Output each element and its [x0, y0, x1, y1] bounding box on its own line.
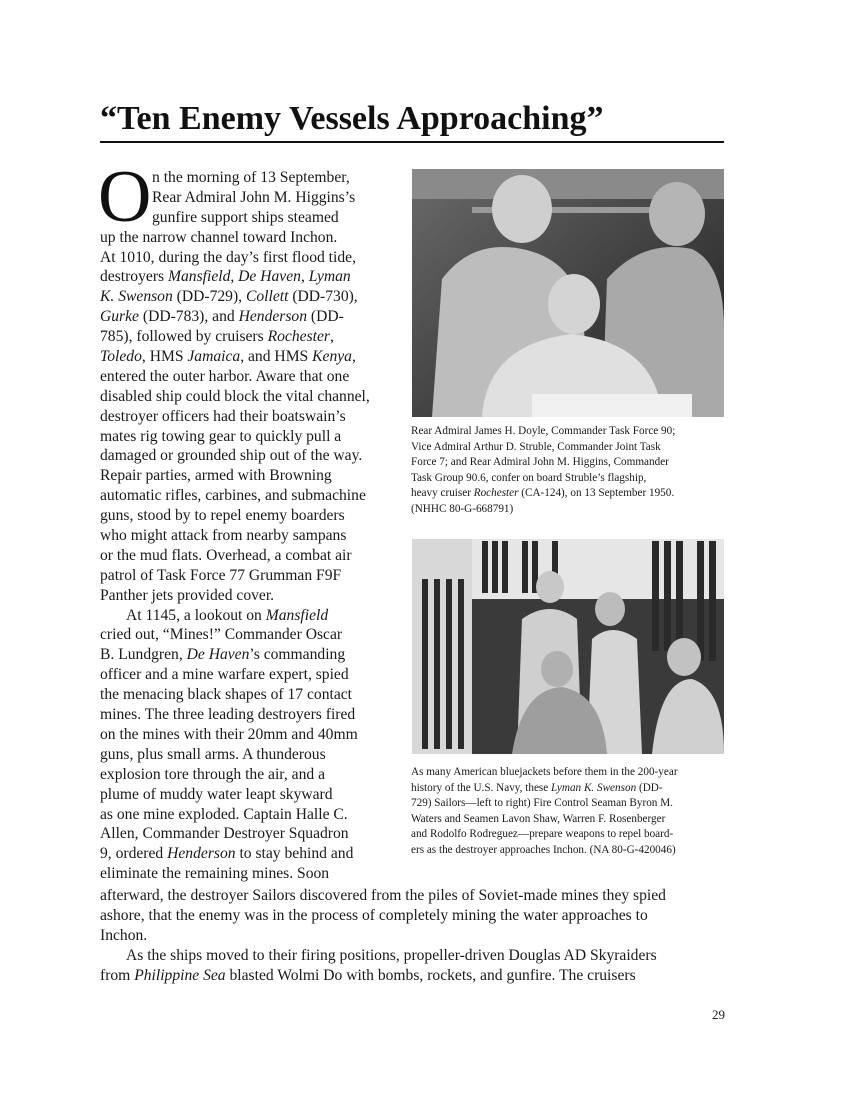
body-line: mates rig towing gear to quickly pull a	[100, 427, 342, 445]
photo-admirals-image	[412, 169, 724, 417]
body-line: K. Swenson (DD-729), Collett (DD-730),	[100, 288, 358, 306]
body-line: who might attack from nearby sampans	[100, 527, 347, 545]
caption-line: history of the U.S. Navy, these Lyman K. Swenson (DD-	[411, 781, 663, 794]
body-line: as one mine exploded. Captain Halle C.	[100, 805, 348, 823]
body-line: destroyer officers had their boatswain’s	[100, 407, 346, 425]
body-line: Toledo, HMS Jamaica, and HMS Kenya,	[100, 348, 356, 366]
body-line: Rear Admiral John M. Higgins’s	[152, 188, 356, 206]
body-line: At 1145, a lookout on Mansfield	[126, 606, 329, 624]
body-line: ashore, that the enemy was in the process of completely mining the water approaches to	[100, 906, 648, 924]
title-rule	[100, 141, 724, 143]
caption-line: Rear Admiral James H. Doyle, Commander Task Force 90;	[411, 425, 676, 437]
body-line: guns, stood by to repel enemy boarders	[100, 507, 345, 525]
caption-line: Waters and Seamen Lavon Shaw, Warren F. Rosenberger	[411, 812, 666, 825]
body-line: 9, ordered Henderson to stay behind and	[100, 845, 354, 863]
caption-line: Force 7; and Rear Admiral John M. Higgins, Commander	[411, 456, 669, 469]
body-line: Inchon.	[100, 926, 148, 944]
caption-line: heavy cruiser Rochester (CA-124), on 13 September 1950.	[411, 487, 675, 500]
body-line: destroyers Mansfield, De Haven, Lyman	[100, 268, 351, 286]
caption-line: ers as the destroyer approaches Inchon. (NA 80-G-420046)	[411, 843, 676, 856]
body-line: afterward, the destroyer Sailors discovered from the piles of Soviet-made mines they spied	[100, 887, 666, 904]
caption-line: and Rodolfo Rodreguez—prepare weapons to repel board-	[411, 828, 674, 841]
photo-caption	[411, 424, 724, 518]
body-line: Repair parties, armed with Browning	[100, 467, 332, 485]
caption-line: As many American bluejackets before them in the 200-year	[411, 766, 678, 778]
body-line: explosion tore through the air, and a	[100, 765, 325, 783]
body-line: At 1010, during the day’s first flood tide,	[100, 248, 356, 266]
body-line: on the mines with their 20mm and 40mm	[100, 725, 358, 743]
body-line: cried out, “Mines!” Commander Oscar	[100, 626, 343, 644]
body-line: Panther jets provided cover.	[100, 586, 275, 604]
body-line: damaged or grounded ship out of the way.	[100, 447, 363, 465]
body-line: officer and a mine warfare expert, spied	[100, 666, 349, 684]
page-title: “Ten Enemy Vessels Approaching”	[100, 100, 604, 137]
body-line: from Philippine Sea blasted Wolmi Do with bombs, rockets, and gunfire. The cruisers	[100, 966, 636, 984]
body-line: As the ships moved to their firing positions, propeller-driven Douglas AD Skyraiders	[126, 946, 657, 964]
page-number: 29	[712, 1007, 725, 1022]
body-line: disabled ship could block the vital channel,	[100, 387, 370, 405]
body-line: automatic rifles, carbines, and submachine	[100, 487, 366, 505]
photo-caption	[411, 765, 724, 859]
caption-line: Task Group 90.6, confer on board Struble’s flagship,	[411, 471, 647, 484]
drop-cap: O	[98, 156, 152, 238]
body-line: mines. The three leading destroyers fired	[100, 706, 356, 724]
caption-line: (NHHC 80-G-668791)	[411, 502, 514, 515]
body-line: Allen, Commander Destroyer Squadron	[100, 825, 349, 843]
body-line: gunfire support ships steamed	[152, 208, 339, 226]
body-line: n the morning of 13 September,	[152, 169, 350, 186]
body-line: 785), followed by cruisers Rochester,	[100, 328, 334, 346]
photo-sailors-image	[412, 539, 724, 754]
body-line: the menacing black shapes of 17 contact	[100, 686, 353, 704]
body-line: entered the outer harbor. Aware that one	[100, 367, 350, 385]
body-line: B. Lundgren, De Haven’s commanding	[100, 646, 346, 664]
body-line: patrol of Task Force 77 Grumman F9F	[100, 566, 342, 584]
caption-line: 729) Sailors—left to right) Fire Control Seaman Byron M.	[411, 797, 673, 810]
body-line: eliminate the remaining mines. Soon	[100, 865, 330, 883]
body-line: guns, plus small arms. A thunderous	[100, 745, 326, 763]
body-column	[100, 168, 396, 884]
body-line: Gurke (DD-783), and Henderson (DD-	[100, 308, 344, 326]
photo-sailors-weapons	[412, 539, 724, 754]
body-line: up the narrow channel toward Inchon.	[100, 228, 338, 246]
body-full-width	[100, 886, 725, 985]
photo-admirals-conference	[412, 169, 724, 417]
body-line: plume of muddy water leapt skyward	[100, 785, 333, 803]
body-line: or the mud flats. Overhead, a combat air	[100, 546, 352, 564]
caption-line: Vice Admiral Arthur D. Struble, Commander Joint Task	[411, 440, 661, 453]
